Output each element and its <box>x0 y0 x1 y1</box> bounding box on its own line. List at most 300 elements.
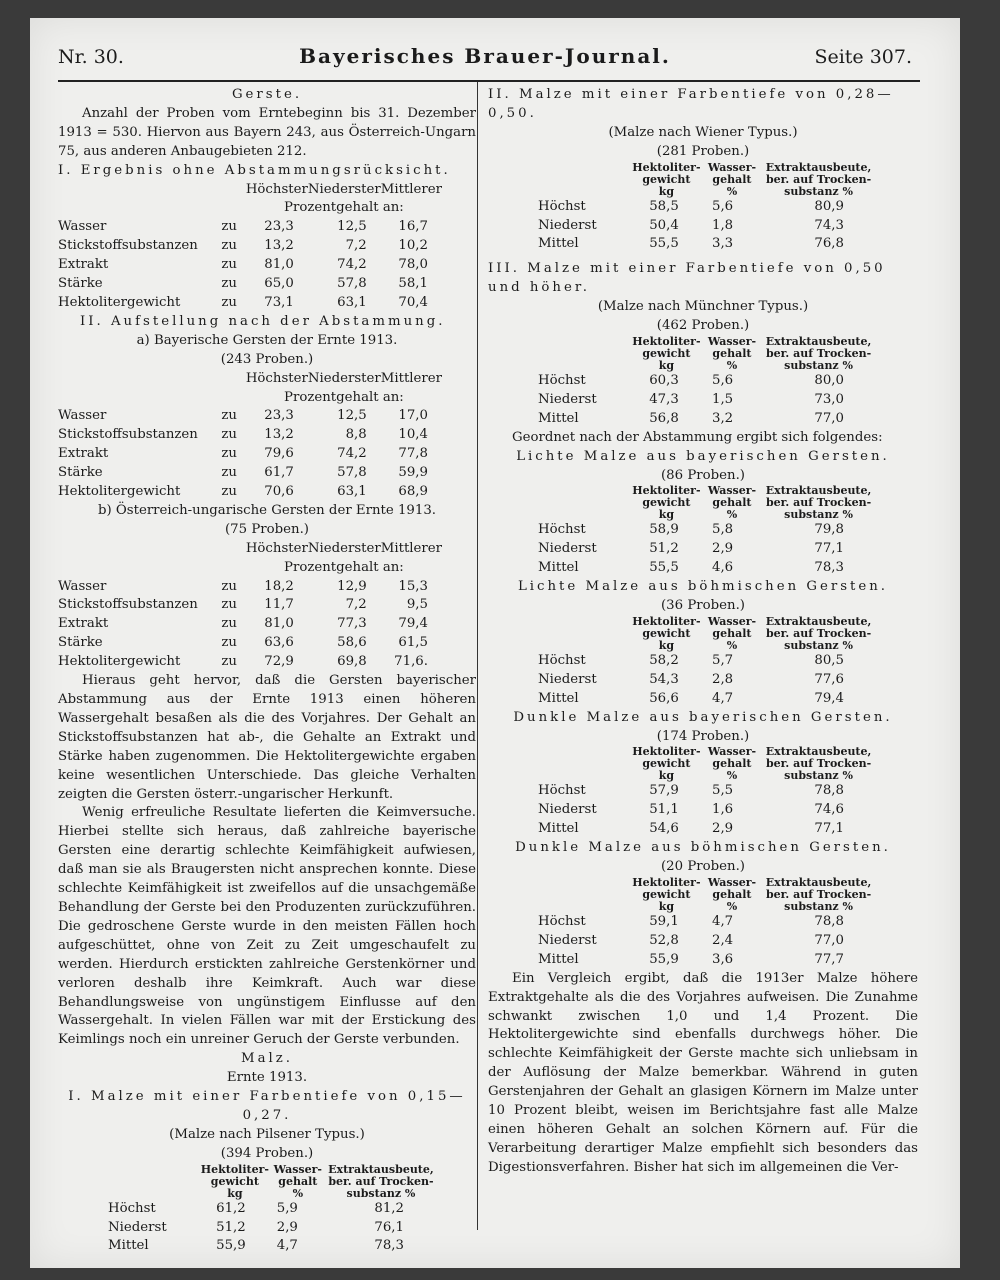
col-wassergehalt-line: % <box>726 638 738 652</box>
table-malz-2 <box>538 162 878 255</box>
zu-label: zu <box>221 616 237 632</box>
zu-label: zu <box>221 276 237 292</box>
col-extraktausbeute-line: substanz % <box>784 358 853 372</box>
col-extraktausbeute-line: Extraktausbeute, <box>765 876 872 889</box>
value-wassergehalt: 4,7 <box>711 690 734 706</box>
value-hektolitergewicht: 55,9 <box>216 1238 246 1254</box>
col-extraktausbeute-line: Extraktausbeute, <box>765 334 872 348</box>
col-extraktausbeute-line: ber. auf Trocken- <box>765 626 872 640</box>
row-label: Hektolitergewicht <box>58 294 181 310</box>
value-high: 63,6 <box>264 635 294 651</box>
table-malz-1 <box>108 1164 438 1257</box>
table-row <box>538 410 878 429</box>
table-row <box>538 820 878 839</box>
col-wassergehalt-line: gehalt <box>712 346 752 360</box>
value-high: 65,0 <box>264 276 294 292</box>
section-2-title: II. Aufstellung nach der Abstammung. <box>80 313 446 329</box>
col-mid: Mittlerer <box>380 181 442 197</box>
value-extraktausbeute: 78,3 <box>814 560 844 576</box>
value-hektolitergewicht: 60,3 <box>649 372 679 388</box>
col-mid: Mittlerer <box>380 370 442 386</box>
value-hektolitergewicht: 52,8 <box>649 932 679 948</box>
table-dunkel-bay <box>538 746 878 839</box>
value-hektolitergewicht: 58,5 <box>649 198 679 214</box>
table-row <box>58 237 442 256</box>
table-row <box>538 217 878 236</box>
dunkel-bay-count: (174 Proben.) <box>656 728 750 744</box>
col-hektolitergewicht-line: gewicht <box>642 757 691 771</box>
table-row <box>58 294 442 313</box>
row-label: Höchst <box>538 372 586 388</box>
value-mid: 58,1 <box>398 276 428 292</box>
value-mid: 71,6. <box>394 654 428 670</box>
malz-3-subtitle: (Malze nach Münchner Typus.) <box>597 299 809 315</box>
col-hektolitergewicht-line: Hektoliter- <box>632 484 701 498</box>
value-wassergehalt: 2,9 <box>276 1219 298 1235</box>
col-wassergehalt-line: gehalt <box>712 888 752 901</box>
malz-1-title: I. Malze mit einer Farbentiefe von 0,15—0,27. <box>68 1089 466 1123</box>
row-label: Mittel <box>538 410 579 426</box>
table-row <box>58 256 442 275</box>
value-wassergehalt: 5,9 <box>276 1200 298 1216</box>
value-high: 70,6 <box>264 484 294 500</box>
col-hektolitergewicht-line: gewicht <box>642 172 691 186</box>
table-row <box>58 275 442 294</box>
paragraph-keimversuche: Wenig erfreuliche Resultate lieferten die Keimversuche. Hierbei stellte sich heraus, daß zahlreiche bayerische Gersten eine derartig schlechte Keimfähigkeit aufwiesen, daß man sie als Braugersten nicht ansprechen konnte. Diese schlechte Keimfähigkeit ist zweifellos auf die unsachgemäße Behandlung der Gerste bei den Produzenten zurückzuführen. Die gedroschene Gerste wurde in den meisten Fällen hoch aufgeschüttet, ohne von Zeit zu Zeit umgeschaufelt zu werden. Hierdurch erstickten zahlreiche Gerstenkörner und verloren deshalb ihre Keimkraft. Auch war diese Behandlungsweise von ungünstigem Einflusse auf den Wassergehalt. In vielen Fällen war mit der Erstickung des Keimlings noch ein unreiner Geruch der Gerste verbunden. <box>58 805 476 1048</box>
header-rule <box>58 80 920 82</box>
value-high: 81,0 <box>264 616 294 632</box>
value-low: 12,5 <box>337 219 367 235</box>
dunkel-boh-title: Dunkle Malze aus böhmischen Gersten. <box>515 840 891 856</box>
section-1-title: I. Ergebnis ohne Abstammungsrücksicht. <box>58 162 451 178</box>
value-extraktausbeute: 77,7 <box>814 951 844 967</box>
value-extraktausbeute: 77,0 <box>814 932 844 948</box>
col-hektolitergewicht-line: Hektoliter- <box>632 160 701 174</box>
malt-table-header <box>538 336 878 372</box>
malz-3-title: III. Malze mit einer Farbentiefe von 0,50 und höher. <box>488 261 886 296</box>
value-extraktausbeute: 80,0 <box>814 372 844 388</box>
col-extraktausbeute <box>759 746 878 782</box>
col-extraktausbeute-line: Extraktausbeute, <box>765 745 872 759</box>
licht-boh-title: Lichte Malze aus böhmischen Gersten. <box>517 579 889 595</box>
col-wassergehalt-line: Wasser- <box>273 1162 322 1176</box>
geordnet-text: Geordnet nach der Abstammung ergibt sich folgendes: <box>512 429 883 445</box>
malz-3-count: (462 Proben.) <box>656 318 750 334</box>
zu-label: zu <box>221 578 237 594</box>
row-label: Niederst <box>108 1219 167 1235</box>
value-extraktausbeute: 79,8 <box>814 522 844 538</box>
col-hektolitergewicht-line: kg <box>227 1186 243 1200</box>
col-wassergehalt-line: Wasser- <box>707 745 757 759</box>
value-wassergehalt: 5,5 <box>711 783 734 799</box>
col-wassergehalt-line: % <box>726 508 738 522</box>
right-column <box>488 86 918 1178</box>
col-wassergehalt-line: Wasser- <box>707 334 757 348</box>
value-hektolitergewicht: 58,2 <box>649 652 679 668</box>
value-low: 57,8 <box>337 276 367 292</box>
table-section-2b <box>58 540 442 672</box>
value-low: 12,5 <box>337 408 367 424</box>
col-hektolitergewicht-line: Hektoliter- <box>632 614 701 628</box>
table-row <box>58 445 442 464</box>
row-label: Höchst <box>538 198 586 214</box>
value-extraktausbeute: 73,0 <box>814 391 844 407</box>
malz-1-count: (394 Proben.) <box>220 1145 314 1161</box>
value-low: 63,1 <box>337 294 367 310</box>
col-hektolitergewicht <box>628 877 705 913</box>
value-wassergehalt: 1,8 <box>711 217 734 233</box>
col-hektolitergewicht-line: kg <box>658 638 675 652</box>
col-hektolitergewicht <box>628 162 705 198</box>
journal-title: Bayerisches Brauer-Journal. <box>299 44 671 68</box>
row-label: Stärke <box>58 635 103 651</box>
row-label: Niederst <box>538 391 597 407</box>
table-header-row <box>58 370 442 389</box>
value-extraktausbeute: 77,1 <box>814 541 844 557</box>
col-wassergehalt-line: % <box>292 1186 304 1200</box>
gerste-intro: Anzahl der Proben vom Erntebeginn bis 31. Dezember 1913 = 530. Hiervon aus Bayern 243, aus Österreich-Ungarn 75, aus anderen Anbaugebieten 212. <box>58 105 476 159</box>
malt-table-header <box>538 485 878 521</box>
value-low: 69,8 <box>337 654 367 670</box>
row-label: Stärke <box>58 465 103 481</box>
value-low: 74,2 <box>337 446 367 462</box>
row-label: Stickstoffsubstanzen <box>58 427 198 443</box>
col-mid: Mittlerer <box>380 540 442 556</box>
value-hektolitergewicht: 57,9 <box>649 783 679 799</box>
value-hektolitergewicht: 54,3 <box>649 671 679 687</box>
table-row <box>58 407 442 426</box>
row-label: Stickstoffsubstanzen <box>58 597 198 613</box>
row-label: Mittel <box>538 951 579 967</box>
row-label: Niederst <box>538 802 597 818</box>
malz-2-title: II. Malze mit einer Farbentiefe von 0,28—0,50. <box>488 87 894 121</box>
column-divider <box>477 82 478 1230</box>
col-extraktausbeute-line: Extraktausbeute, <box>765 160 872 174</box>
paragraph-hieraus: Hieraus geht hervor, daß die Gersten bayerischer Abstammung aus der Ernte 1913 einen höheren Wassergehalt besaßen als die des Vorjahres. Der Gehalt an Stickstoffsubstanzen hat ab-, die Gehalte an Extrakt und Stärke haben zugenommen. Die Hektolitergewichte ergaben keine wesentlichen Unterschiede. Das gleiche Verhalten zeigten die Gersten österr.-ungarischer Herkunft. <box>58 673 476 802</box>
value-low: 74,2 <box>337 257 367 273</box>
col-extraktausbeute <box>759 336 878 372</box>
col-extraktausbeute-line: Extraktausbeute, <box>765 614 872 628</box>
zu-label: zu <box>221 408 237 424</box>
col-wassergehalt-line: gehalt <box>712 626 752 640</box>
value-wassergehalt: 3,6 <box>711 951 734 967</box>
value-mid: 79,4 <box>398 616 428 632</box>
value-extraktausbeute: 74,6 <box>814 802 844 818</box>
value-extraktausbeute: 78,8 <box>814 914 844 929</box>
table-row <box>58 426 442 445</box>
value-high: 18,2 <box>264 578 294 594</box>
col-hektolitergewicht-line: gewicht <box>210 1174 259 1188</box>
col-hektolitergewicht-line: kg <box>658 900 675 913</box>
row-label: Stickstoffsubstanzen <box>58 238 198 254</box>
row-label: Höchst <box>538 652 586 668</box>
col-extraktausbeute-line: ber. auf Trocken- <box>328 1174 434 1188</box>
value-wassergehalt: 1,6 <box>711 802 734 818</box>
zu-label: zu <box>221 654 237 670</box>
left-column <box>58 86 476 1256</box>
value-extraktausbeute: 76,8 <box>814 236 844 252</box>
value-hektolitergewicht: 51,2 <box>216 1219 246 1235</box>
gerste-heading: Gerste. <box>231 87 303 102</box>
col-wassergehalt-line: % <box>726 900 738 913</box>
col-extraktausbeute-line: ber. auf Trocken- <box>765 888 872 901</box>
table-row <box>58 615 442 634</box>
value-low: 8,8 <box>345 427 367 443</box>
section-2a-count: (243 Proben.) <box>220 351 314 367</box>
value-high: 13,2 <box>264 427 294 443</box>
zu-label: zu <box>221 427 237 443</box>
zu-label: zu <box>221 294 237 310</box>
value-mid: 10,4 <box>398 427 428 443</box>
table-section-1 <box>58 181 442 313</box>
value-high: 73,1 <box>264 294 294 310</box>
value-low: 57,8 <box>337 465 367 481</box>
value-wassergehalt: 1,5 <box>711 391 734 407</box>
row-label: Niederst <box>538 932 597 948</box>
value-extraktausbeute: 77,1 <box>814 821 844 837</box>
table-row <box>538 198 878 217</box>
col-high: Höchster <box>245 370 308 386</box>
value-low: 7,2 <box>345 238 367 254</box>
col-hektolitergewicht <box>628 336 705 372</box>
row-label: Mittel <box>538 560 579 576</box>
row-label: Höchst <box>538 783 586 799</box>
value-hektolitergewicht: 56,8 <box>649 410 679 426</box>
malz-1-subtitle: (Malze nach Pilsener Typus.) <box>169 1126 365 1142</box>
zu-label: zu <box>221 465 237 481</box>
value-mid: 9,5 <box>406 597 428 613</box>
table-row <box>108 1237 438 1256</box>
table-row <box>538 391 878 410</box>
col-extraktausbeute-line: substanz % <box>784 900 853 913</box>
value-wassergehalt: 2,9 <box>711 821 734 837</box>
value-hektolitergewicht: 47,3 <box>649 391 679 407</box>
malz-heading: Malz. <box>240 1051 294 1067</box>
col-wassergehalt <box>705 616 759 652</box>
value-low: 12,9 <box>337 578 367 594</box>
table-row <box>538 671 878 690</box>
row-label: Extrakt <box>58 616 109 632</box>
value-high: 13,2 <box>264 238 294 254</box>
ernte-label: Ernte 1913. <box>226 1070 308 1086</box>
value-mid: 59,9 <box>398 465 428 481</box>
zu-label: zu <box>221 597 237 613</box>
zu-label: zu <box>221 257 237 273</box>
licht-bay-title: Lichte Malze aus bayerischen Gersten. <box>516 448 890 464</box>
value-wassergehalt: 4,6 <box>711 560 734 576</box>
col-extraktausbeute-line: ber. auf Trocken- <box>765 496 872 510</box>
value-hektolitergewicht: 55,5 <box>649 236 679 252</box>
value-extraktausbeute: 78,3 <box>374 1238 404 1254</box>
table-row <box>538 913 878 932</box>
col-wassergehalt-line: % <box>726 184 738 198</box>
table-licht-bay <box>538 485 878 578</box>
value-mid: 68,9 <box>398 484 428 500</box>
value-hektolitergewicht: 61,2 <box>216 1200 246 1216</box>
table-row <box>538 372 878 391</box>
col-wassergehalt-line: gehalt <box>278 1174 318 1188</box>
col-hektolitergewicht-line: Hektoliter- <box>632 745 701 759</box>
malz-2-count: (281 Proben.) <box>656 143 750 159</box>
row-label: Mittel <box>538 821 579 837</box>
value-wassergehalt: 2,4 <box>711 932 734 948</box>
col-hektolitergewicht-line: Hektoliter- <box>632 876 701 889</box>
value-mid: 15,3 <box>398 578 428 594</box>
col-wassergehalt-line: % <box>726 769 738 783</box>
malt-table-header <box>538 877 878 913</box>
value-extraktausbeute: 80,5 <box>814 652 844 668</box>
value-mid: 78,0 <box>398 257 428 273</box>
paragraph-vergleich: Ein Vergleich ergibt, daß die 1913er Malze höhere Extraktgehalte als die des Vorjahres aufweisen. Die Zunahme schwankt zwischen 1,0 und 1,4 Prozent. Die Hektolitergewichte sind ebenfalls durchwegs höher. Die schlechte Keimfähigkeit der Gerste machte sich unliebsam in der Auflösung der Malze bemerkbar. Während in guten Gerstenjahren der Gehalt an glasigen Körnern im Malze unter 10 Prozent bleibt, weisen im Berichtsjahre fast alle Malze einen höheren Gehalt an solchen Körnern auf. Für die Verarbeitung derartiger Malze empfiehlt sich besonders das Digestionsverfahren. Bisher hat sich im allgemeinen die Ver- <box>488 970 918 1175</box>
value-low: 7,2 <box>345 597 367 613</box>
col-extraktausbeute-line: Extraktausbeute, <box>328 1162 434 1176</box>
col-hektolitergewicht <box>628 485 705 521</box>
value-extraktausbeute: 76,1 <box>374 1219 404 1235</box>
row-label: Hektolitergewicht <box>58 654 181 670</box>
value-mid: 10,2 <box>398 238 428 254</box>
col-high: Höchster <box>245 181 308 197</box>
col-hektolitergewicht-line: kg <box>658 358 675 372</box>
table-licht-boh <box>538 616 878 709</box>
table-row <box>538 690 878 709</box>
table-section-2a <box>58 370 442 502</box>
table-row <box>538 540 878 559</box>
malt-table-header <box>108 1164 438 1200</box>
malt-table-header <box>538 616 878 652</box>
malz-2-subtitle: (Malze nach Wiener Typus.) <box>608 124 798 140</box>
col-wassergehalt-line: gehalt <box>712 757 752 771</box>
col-extraktausbeute-line: ber. auf Trocken- <box>765 346 872 360</box>
value-hektolitergewicht: 51,1 <box>649 802 679 818</box>
section-2a-title: a) Bayerische Gersten der Ernte 1913. <box>136 332 398 348</box>
zu-label: zu <box>221 484 237 500</box>
value-low: 77,3 <box>337 616 367 632</box>
table-row <box>108 1219 438 1238</box>
col-hektolitergewicht-line: kg <box>658 508 675 522</box>
col-wassergehalt <box>705 485 759 521</box>
row-label: Stärke <box>58 276 103 292</box>
col-low: Niederster <box>307 540 381 556</box>
table-row <box>58 483 442 502</box>
value-mid: 17,0 <box>398 408 428 424</box>
row-label: Höchst <box>108 1200 156 1216</box>
col-extraktausbeute <box>759 616 878 652</box>
value-hektolitergewicht: 55,5 <box>649 560 679 576</box>
row-label: Mittel <box>108 1238 149 1254</box>
value-mid: 77,8 <box>398 446 428 462</box>
col-extraktausbeute-line: substanz % <box>784 638 853 652</box>
table-row <box>538 652 878 671</box>
table-row <box>58 596 442 615</box>
table-row <box>538 782 878 801</box>
table-row <box>108 1200 438 1219</box>
value-hektolitergewicht: 59,1 <box>649 914 679 929</box>
issue-number: Nr. 30. <box>58 46 124 68</box>
col-extraktausbeute-line: Extraktausbeute, <box>765 484 872 498</box>
col-extraktausbeute <box>759 485 878 521</box>
col-wassergehalt <box>705 336 759 372</box>
zu-label: zu <box>221 219 237 235</box>
col-extraktausbeute-line: substanz % <box>346 1186 416 1200</box>
col-wassergehalt <box>272 1164 324 1200</box>
row-label: Hektolitergewicht <box>58 484 181 500</box>
table-row <box>58 218 442 237</box>
value-high: 61,7 <box>264 465 294 481</box>
licht-bay-count: (86 Proben.) <box>660 467 745 483</box>
col-wassergehalt-line: % <box>726 358 738 372</box>
table-row <box>538 801 878 820</box>
zu-label: zu <box>221 446 237 462</box>
table-row <box>538 235 878 254</box>
col-extraktausbeute-line: ber. auf Trocken- <box>765 172 872 186</box>
page-number: Seite 307. <box>814 46 912 68</box>
value-mid: 61,5 <box>398 635 428 651</box>
value-wassergehalt: 2,9 <box>711 541 734 557</box>
row-label: Wasser <box>58 219 107 235</box>
value-extraktausbeute: 77,0 <box>814 410 844 426</box>
col-wassergehalt-line: Wasser- <box>707 876 757 889</box>
value-hektolitergewicht: 50,4 <box>649 217 679 233</box>
col-high: Höchster <box>245 540 308 556</box>
zu-label: zu <box>221 635 237 651</box>
col-hektolitergewicht-line: kg <box>658 769 675 783</box>
table-header-row <box>58 540 442 559</box>
col-hektolitergewicht-line: gewicht <box>642 888 691 901</box>
table-row <box>538 559 878 578</box>
row-label: Höchst <box>538 914 586 929</box>
col-wassergehalt-line: Wasser- <box>707 160 757 174</box>
value-high: 23,3 <box>264 408 294 424</box>
value-high: 23,3 <box>264 219 294 235</box>
value-wassergehalt: 2,8 <box>711 671 734 687</box>
journal-page <box>30 18 960 1268</box>
row-label: Wasser <box>58 408 107 424</box>
table-row <box>538 951 878 970</box>
row-label: Extrakt <box>58 257 109 273</box>
col-low: Niederster <box>307 181 381 197</box>
prozent-label: Prozentgehalt an: <box>284 559 404 575</box>
value-low: 58,6 <box>337 635 367 651</box>
section-2b-title: b) Österreich-ungarische Gersten der Ernte 1913. <box>97 502 437 518</box>
row-label: Höchst <box>538 522 586 538</box>
table-row <box>58 464 442 483</box>
col-extraktausbeute-line: substanz % <box>784 184 853 198</box>
page-header <box>58 40 912 76</box>
value-extraktausbeute: 77,6 <box>814 671 844 687</box>
value-hektolitergewicht: 51,2 <box>649 541 679 557</box>
value-low: 63,1 <box>337 484 367 500</box>
col-hektolitergewicht-line: gewicht <box>642 346 691 360</box>
row-label: Mittel <box>538 236 579 252</box>
prozent-label: Prozentgehalt an: <box>284 200 404 216</box>
col-hektolitergewicht-line: gewicht <box>642 496 691 510</box>
row-label: Niederst <box>538 541 597 557</box>
table-header-row <box>58 181 442 200</box>
col-wassergehalt-line: gehalt <box>712 496 752 510</box>
col-hektolitergewicht <box>628 616 705 652</box>
value-hektolitergewicht: 58,9 <box>649 522 679 538</box>
prozent-label: Prozentgehalt an: <box>284 389 404 405</box>
col-hektolitergewicht-line: Hektoliter- <box>632 334 701 348</box>
table-dunkel-boh <box>538 877 878 970</box>
table-row <box>538 932 878 951</box>
value-high: 11,7 <box>264 597 294 613</box>
value-extraktausbeute: 74,3 <box>814 217 844 233</box>
col-hektolitergewicht-line: gewicht <box>642 626 691 640</box>
col-extraktausbeute-line: ber. auf Trocken- <box>765 757 872 771</box>
table-row <box>58 653 442 672</box>
zu-label: zu <box>221 238 237 254</box>
